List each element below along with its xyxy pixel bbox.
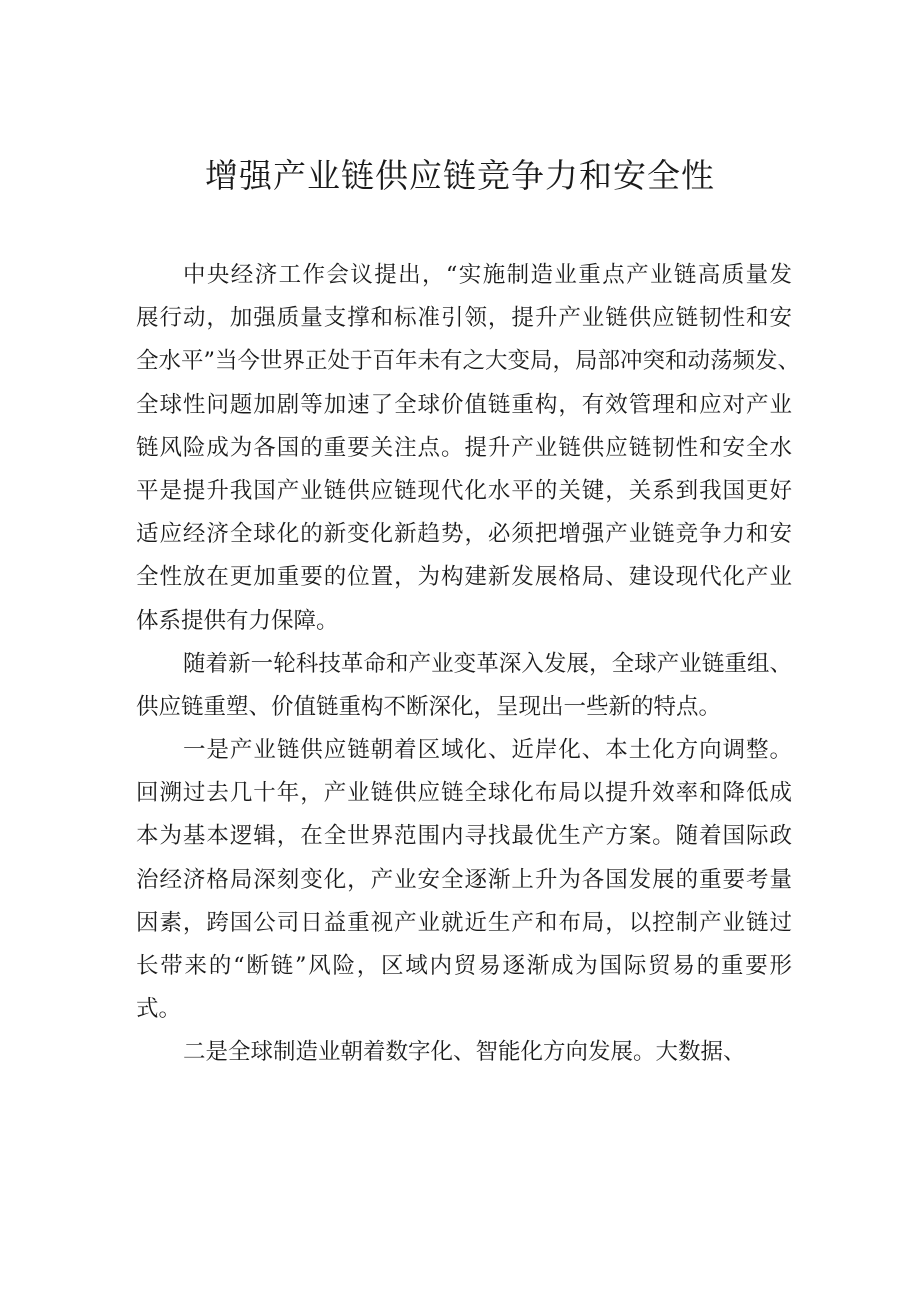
text-line: 平是提升我国产业链供应链现代化水平的关键，关系到我国更好 <box>136 477 792 504</box>
text-line: 随着新一轮科技革命和产业变革深入发展，全球产业链重组、 <box>183 650 792 677</box>
text-line: 因素，跨国公司日益重视产业就近生产和布局，以控制产业链过 <box>136 909 792 936</box>
document-title: 增强产业链供应链竞争力和安全性 <box>205 156 715 195</box>
text-line: 供应链重塑、价值链重构不断深化，呈现出一些新的特点。 <box>136 693 722 720</box>
text-line: 二是全球制造业朝着数字化、智能化方向发展。大数据、 <box>183 1039 746 1066</box>
text-line: 链风险成为各国的重要关注点。提升产业链供应链韧性和安全水 <box>136 434 792 461</box>
text-line: 回溯过去几十年，产业链供应链全球化布局以提升效率和降低成 <box>136 780 792 807</box>
text-line: 中央经济工作会议提出，“实施制造业重点产业链高质量发 <box>183 262 792 288</box>
text-line: 全球性问题加剧等加速了全球价值链重构，有效管理和应对产业 <box>136 391 792 418</box>
text-line: 一是产业链供应链朝着区域化、近岸化、本土化方向调整。 <box>183 737 792 764</box>
text-line: 适应经济全球化的新变化新趋势，必须把增强产业链竞争力和安 <box>136 521 792 548</box>
text-line: 体系提供有力保障。 <box>136 607 339 634</box>
document-body <box>136 254 801 1075</box>
text-line: 全水平”当今世界正处于百年未有之大变局，局部冲突和动荡频发、 <box>136 348 801 375</box>
text-line: 本为基本逻辑，在全世界范围内寻找最优生产方案。随着国际政 <box>136 823 792 850</box>
text-line: 治经济格局深刻变化，产业安全逐渐上升为各国发展的重要考量 <box>136 866 792 893</box>
text-line: 全性放在更加重要的位置，为构建新发展格局、建设现代化产业 <box>136 564 792 591</box>
text-line: 式。 <box>136 996 182 1023</box>
text-line: 长带来的“断链”风险，区域内贸易逐渐成为国际贸易的重要形 <box>136 953 792 979</box>
text-line: 展行动，加强质量支撑和标准引领，提升产业链供应链韧性和安 <box>136 305 792 332</box>
